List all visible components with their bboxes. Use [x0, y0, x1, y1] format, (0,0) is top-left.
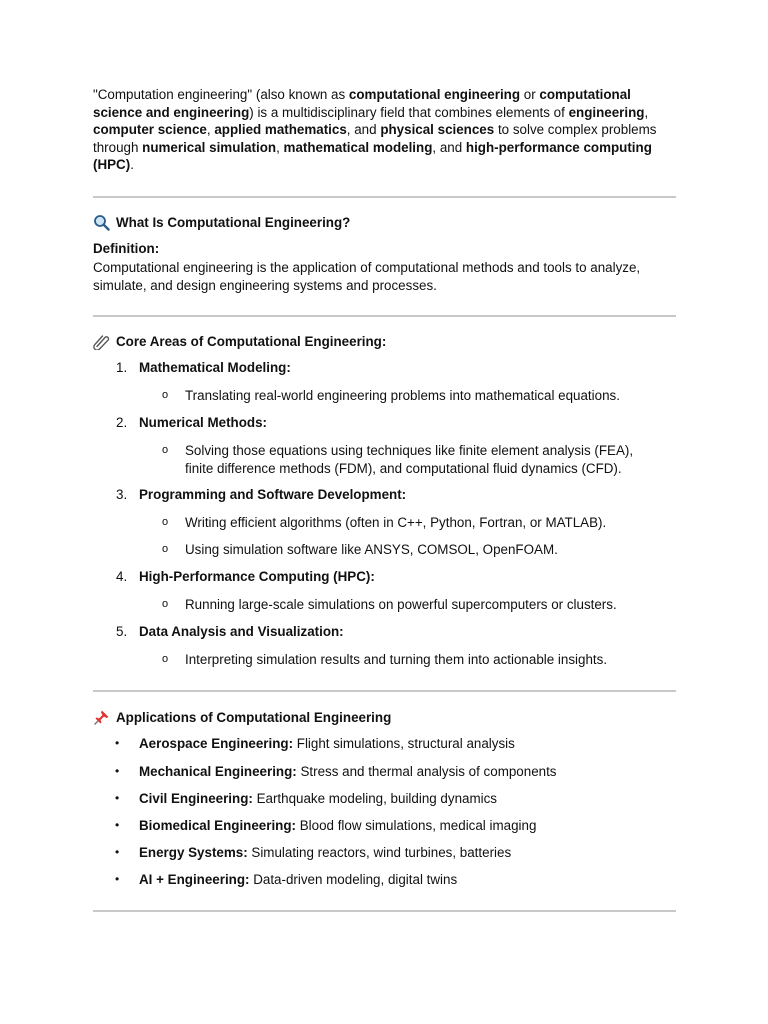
intro-term: computational engineering [348, 87, 521, 102]
list-number: 1. [116, 360, 128, 375]
bullet: • [115, 764, 120, 778]
list-number: 5. [116, 624, 128, 639]
core-area-description: Using simulation software like ANSYS, COMSOL, OpenFOAM. [185, 542, 558, 557]
application-label: AI + Engineering: [139, 872, 250, 887]
application-text: Stress and thermal analysis of components [296, 764, 557, 779]
section-heading-text: What Is Computational Engineering? [116, 214, 351, 230]
divider [93, 910, 676, 912]
intro-text: to solve complex problems through [93, 122, 657, 155]
divider [93, 690, 676, 692]
pushpin-icon [93, 709, 110, 726]
application-label: Energy Systems: [139, 845, 248, 860]
intro-term: physical sciences [380, 122, 495, 137]
application-item [139, 736, 515, 751]
sub-bullet: o [162, 543, 169, 555]
intro-text: . [130, 157, 134, 172]
bullet: • [115, 818, 120, 832]
intro-text: , and [346, 122, 381, 137]
core-area-title: Data Analysis and Visualization: [139, 624, 344, 639]
application-item [139, 818, 536, 833]
intro-text: "Computation engineering" (also known as [93, 87, 349, 102]
application-label: Mechanical Engineering: [139, 764, 297, 779]
intro-text: , [644, 104, 649, 120]
intro-text: , [276, 139, 284, 155]
application-text: Flight simulations, structural analysis [293, 736, 515, 751]
document-page [93, 86, 676, 887]
intro-text: , [206, 122, 215, 137]
application-text: Blood flow simulations, medical imaging [296, 818, 537, 833]
intro-term: computational science and engineering [93, 87, 631, 120]
definition-text: Computational engineering is the application of computational methods and tools to analyze, simulate, and design engineering systems and processes. [93, 260, 641, 293]
bullet: • [115, 791, 120, 805]
divider [93, 196, 676, 198]
application-label: Biomedical Engineering: [139, 818, 296, 833]
core-area-description: Writing efficient algorithms (often in C++, Python, Fortran, or MATLAB). [185, 515, 607, 530]
definition-label: Definition: [93, 241, 160, 256]
bullet: • [115, 736, 120, 750]
section-heading-text: Applications of Computational Engineering [116, 709, 392, 725]
core-area-description: Interpreting simulation results and turning them into actionable insights. [185, 652, 608, 667]
section-heading-core [93, 332, 386, 350]
sub-bullet: o [162, 516, 169, 528]
core-area-title: High-Performance Computing (HPC): [139, 569, 375, 584]
core-area-description: Running large-scale simulations on powerful supercomputers or clusters. [185, 597, 617, 612]
section-heading-applications [93, 708, 391, 726]
intro-paragraph [93, 86, 676, 174]
list-number: 3. [116, 487, 128, 502]
application-item [139, 764, 557, 779]
core-area-title: Numerical Methods: [139, 415, 267, 430]
section-heading-what [93, 213, 350, 231]
application-label: Aerospace Engineering: [139, 736, 294, 751]
magnifying-glass-icon [93, 214, 110, 231]
core-area-description: Translating real-world engineering problems into mathematical equations. [185, 388, 620, 403]
application-text: Simulating reactors, wind turbines, batteries [247, 845, 512, 860]
intro-term: engineering [568, 104, 645, 120]
intro-term: mathematical modeling [283, 139, 433, 155]
intro-term: computer science [93, 122, 207, 137]
sub-bullet: o [162, 444, 169, 456]
sub-bullet: o [162, 389, 169, 401]
sub-bullet: o [162, 653, 169, 665]
core-area-description: Solving those equations using techniques like finite element analysis (FEA), finite difference methods (FDM), and computational fluid dynamics (CFD). [185, 443, 634, 476]
intro-term: numerical simulation [142, 139, 277, 155]
sub-bullet: o [162, 598, 169, 610]
divider [93, 315, 676, 317]
intro-text: , and [432, 139, 466, 155]
application-text: Data-driven modeling, digital twins [249, 872, 458, 887]
core-area-title: Programming and Software Development: [139, 487, 407, 502]
bullet: • [115, 845, 120, 859]
application-label: Civil Engineering: [139, 791, 253, 806]
intro-text: or [520, 87, 540, 102]
application-item [139, 845, 511, 860]
intro-text: ) is a multidisciplinary field that combines elements of [249, 104, 569, 120]
bullet: • [115, 872, 120, 886]
application-text: Earthquake modeling, building dynamics [252, 791, 497, 806]
list-number: 2. [116, 415, 128, 430]
paperclip-icon [93, 333, 110, 350]
section-heading-text: Core Areas of Computational Engineering: [116, 333, 387, 349]
application-item [139, 791, 497, 806]
intro-term: high-performance computing (HPC) [93, 139, 652, 172]
intro-term: applied mathematics [214, 122, 347, 137]
list-number: 4. [116, 569, 128, 584]
core-area-title: Mathematical Modeling: [139, 360, 291, 375]
application-item [139, 872, 457, 887]
